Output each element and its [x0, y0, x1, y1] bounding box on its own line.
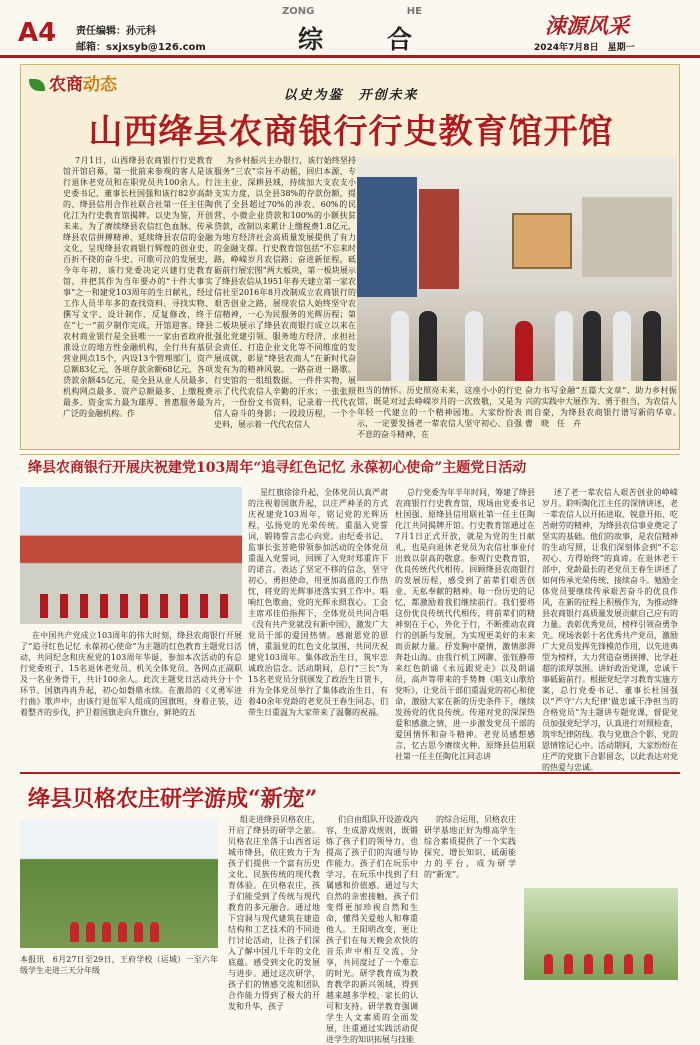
article-dateline: 本报讯 6月27日至29日，王府学校（运城）一至六年级学生走进三天分年级: [20, 955, 218, 975]
participant-figure: [100, 594, 108, 618]
participant-figure: [200, 594, 208, 618]
column-tag-b: 动态: [83, 75, 117, 95]
participant-figure: [160, 594, 168, 618]
section-pinyin-left: ZONG: [282, 6, 315, 17]
visitor-figure: [643, 311, 661, 381]
student-figure: [544, 954, 553, 974]
article-body-col-2: 星红旗徐徐升起，全体党员认真严肃的注视着国旗升起，以庄严神圣的方式庆祝建党103周年，铭记党的光辉历程，弘扬党的光荣传统。重温入党誓词，锻铸誓言忠心向党。由纪委书记、监事长张芳艳带领参加活动的全体党员重温入党誓词，回顾了入党时郑重许下的诺言，表达了坚定不移的信念，坚守初心，勇担使命，用更加高涨的工作热忱，将党的光辉事迹落实到工作中。唱响红色歌曲，党的光辉永照我心。工会主席邓佳伯指挥下，全体党员共同合唱《没有共产党就没有新中国》，激发广大党员干部的爱国热情。感谢恩党的恩情，重温党的红色文化氛围，共同庆祝建党103周年。集体政治生日，筑牢忠诚政治信念。活动期间，总行“三长”为15名老党员分别颁发了政治生日贺卡，并为全体党员举行了集体政治生日，有着40余年党龄的老党员王春生同志，们带生日重温为大家带来了温馨的祝福。: [248, 488, 388, 717]
section-pinyin: [282, 6, 422, 17]
student-figure: [102, 922, 111, 942]
participant-figure: [120, 594, 128, 618]
visitor-figure: [555, 311, 573, 381]
student-figure: [604, 954, 613, 974]
participant-figure: [80, 594, 88, 618]
exhibit-map: [512, 213, 572, 269]
editor-line: 责任编辑：孙元科: [76, 26, 156, 37]
section-title-left: 综: [298, 25, 324, 54]
participant-figure: [180, 594, 188, 618]
visitor-figure: [583, 311, 601, 381]
student-figure: [86, 922, 95, 942]
student-figure: [644, 954, 653, 974]
article-study-tour: [20, 772, 680, 1044]
section-title: [298, 20, 412, 56]
student-figure: [624, 954, 633, 974]
visitor-figure: [465, 311, 483, 381]
article-body-col-2: 为乡村振兴主办银行，该行始终坚持服务“三农”宗旨不动摇，回归本源、专注主业、深耕县域，持续加大支农支小支实力度，以全县38%的存款份额，提供了全县超过70%的涉农、60%的民营、小微企业贷款和100%的小额扶贫贷款，改制以来累计上缴税费1.8亿元，为地方经济社会高质量发展提供了有力的金融支撑。行史教育馆包括“不忘来时路，峥嵘岁月农信路；奋进新征程，砥砺前行展宏图”两大板块，第一板块展示了绛县农信从1951年春天建立第一家农信社至2016年8月改制成立农商银行的艰苦创业之路，展现农信人始终坚守农信精神，一心为民服务的光辉历程；第二板块展示了绛县农商银行成立以来在强化党建引领、服务地方经济、求担社会责任、打造企业文化等不同维度的发展成就，彰显“绛县农商人”在新时代奋发有为的精神风貌。一路奋进一路歌。行史馆的一组组数据、一件件实物，展示了代代农信人辛勤的汗水；一张张照片，一份份文书资料，记录着一代代农信人奋斗的身影；一段段历程，一个个史料，展示着一代代农信人: [214, 156, 356, 429]
section-title-right: 合: [386, 25, 412, 54]
article-body-col-3: 担当的情怀。历史照亮未来，这座小小的行史馆，既是对过去峥嵘岁月的一次致敬，又是为年轻一代建立的一个精神园地。大家纷纷表示，一定要发扬老一辈农信人坚守初心、自强不息的奋斗精神，在: [357, 386, 522, 439]
section-pinyin-right: HE: [406, 6, 422, 17]
student-figure: [70, 922, 79, 942]
students-outdoor-photo: [524, 888, 678, 980]
exhibit-panel: [582, 197, 672, 277]
article-party-day: [20, 454, 680, 772]
participant-figure: [220, 594, 228, 618]
article-headline: 山西绛县农商银行行史教育馆开馆: [88, 112, 614, 152]
email-line: 邮箱：sxjxsyb@126.com: [76, 42, 206, 53]
article-history-museum: [20, 64, 685, 450]
article-body-col-3: 总行党委为年半年时间，筹建了绛县农商银行行史教育馆，现场由党委书记杜国强、原绛县信用联社第一任主任陶化江共同揭牌开馆。行史教育馆通过在7月1日正式开放，就是为党的生日献礼，也是向退休老党员为农信社事业付出致以崇高的敬意。参观行史教育馆，优良传统代代相传。回顾绛县农商银行的发展历程，感受到了前辈们艰苦创业、无私奉献的精神。每一份历史的记忆，都激励着我们继续前行。我们要将这份优良传统代代相传，将前辈们的精神刻在于心，外化于行，不断推动农商行的创新与发展，为实现更美好的未来而贡献力量。抒发胸中豪情，激情澎湃奔赴山海。由我行机工网聊、张钰静带来红色朗诵《永远跟党走》以及朗诵员，高声等带来的手势舞《唱支山歌给党听》，让党员干部们重温党的初心和使命，激励大家在新的历史条件下，继续发扬党的优良传统。传递对党的深深热爱和感激之情，进一步激发党员干部的爱国情怀和奋斗精神。老党员感想感言，忆古思今赓续火种。原绛县信用联社第一任主任陶化江同志讲: [395, 488, 535, 761]
study-tour-photo: [20, 820, 218, 948]
issue-date: 2024年7月8日 星期一: [534, 43, 635, 53]
article-body-col-1: 7月1日，山西绛县农商银行行史教育馆开馆启幕，第一批前来参观的客人是该行退休老党员和在职党员共100余人。行史委书记、董事长杜国强和该行82岁高龄的、绛县信用合作社联合社第一任主任陶化江为行史教育馆揭牌。以史为鉴，开创未来。为了赓续绛县农信红色血脉、传承绛县农信拼搏精神、延续绛县农信的金融文化，呈现绛县农商银行辉煌的创业史、百折不挠的奋斗史、可歌可泣的发展史，今年年初，该行党委决定兴建行史教育馆，并把其作为当年要办的“十件大事实事”之一和建党103周年的生日献礼，经过工作人员半年多的查找资料、寻找实物、撰写文字、设计制作、反复修改，终于在“七一”前夕制作完成，开馆迎客。绛县农村商业银行是全县唯一一家由省政府批准设立的地方性金融机构，全行共有基层营业网点15个，内设13个管理部门，资产总额83亿元，各项存款余额68亿元，各项贷款余额45亿元，是全县从业人员最多、机构网点最多、资产总额最多、上缴税费最多、资金实力最为雄厚、普惠服务最为广泛的金融机构。作: [63, 156, 213, 418]
museum-photo: [357, 157, 677, 381]
article-body-col-4: 奋力书写金融“五篇大文章”、助力乡村振兴的实践中大展作为、勇于担当，为农信人而自豪，为绛县农商银行谱写新的华章。 曹 晓 任 卉: [525, 386, 685, 428]
student-figure: [118, 922, 127, 942]
visitor-figure: [391, 311, 409, 381]
visitor-figure: [613, 311, 631, 381]
article-body-col-4: 的综合运用，贝格农庄研学基地正好为维高学生综合素质提供了一个实践探究、增长知识、砥砺能力的平台，成为研学的“新宠”。: [424, 815, 516, 879]
student-figure: [134, 922, 143, 942]
visitor-figure: [419, 311, 437, 381]
student-figure: [150, 922, 159, 942]
column-tag-a: 农商: [49, 75, 83, 95]
article-body-col-1: 在中国共产党成立103周年的伟大时刻，绛县农商银行开展了“追寻红色记忆 永葆初心使命”为主题的红色教育主题党日活动，共同纪念和庆祝党的103周年华诞，参加本次活动的有总行党委班子、15名退休老党员、机关全体党员、各网点正副职及一名业务骨干，共计100余人。此次主题党日活动共分十个环节。国旗冉冉升起，初心如磐鼎永续。在激昂的《义勇军进行曲》歌声中，由该行退伍军人组成的国旗班，身着正装，迈着整齐的步伐，护卫着国旗走向升旗台，鲜艳的五: [20, 631, 242, 717]
participant-figure: [140, 594, 148, 618]
article-kicker: 以史为鉴 开创未来: [283, 88, 419, 103]
article-body-col-2: 组走进绛县贝格农庄，开启了绛县的研学之旅。贝格农庄坐落于山西省运城市绛县，依庄致力于为孩子们提供一个富有历史文化、民族传统的现代教育体验。在贝格农庄，孩子们能受到了传统与现代教育的多元融合。通过地下宫洞与现代建筑在建造结构和工艺技术的不同进行讨论活动，让孩子们深入了解中国几千年的文化底蕴。感受到文化的发展与进步。通过这次研学，孩子们的情感交流和团队合作能力得到了极大的开发和升华，孩子: [228, 815, 320, 1011]
participant-figure: [60, 594, 68, 618]
guide-figure: [515, 321, 533, 381]
masthead: [0, 0, 700, 58]
participant-figure: [40, 594, 48, 618]
article-body-col-3: 们自由组队开设游戏内容，生成游戏规则，既锻炼了孩子们的领导力，也提高了孩子们的沟通与协作能力。孩子们在玩乐中学习，在玩乐中找到了归属感和价值感。通过与大自然的亲密接触，孩子们变得更加珍视自然和生命，懂得关爱他人和尊重他人。王阳明改变，更让孩子们在每天晚会欢快的音乐声中相互交流，分享，共同度过了一个难忘的时光。研学教育成为教育教学的新兴领域，得到越来越多学校、家长的认可和支持。研学教育强调学生人文素质的全面发展，注重通过实践活动促进学生的知识拓展与技能: [326, 815, 418, 1044]
student-figure: [564, 954, 573, 974]
article-headline: 绛县贝格农庄研学游成“新宠”: [28, 786, 318, 812]
article-body-col-4: 述了老一辈农信人艰苦创业的峥嵘岁月。聆听陶化江主任的深情讲述，老一辈农信人以开拓进取、锐意开拓、吃苦耐劳的精神，为绛县农信事业奠定了坚实的基础。他们的故事，是农信精神的生动写照，让我们深刻体会到“不忘初心、方得始终”的真谛。在退休老干部中，党龄最长的老党员王春生讲述了如何传承光荣传统、接续奋斗。勉励全体党员要继续传承艰苦奋斗的优良作风，在新的征程上积极作为，为推动绛县农商银行高质量发展贡献自己应有的力量。表彰优秀党员，榜样引领奋勇争先。现场表彰十名优秀共产党员，激励广大党员发挥先锋模范作用，以先进典型为榜样，大力营造奋勇拼搏、比学赶超的浓厚氛围。讲好政治党课，忠诚干事砥砺前行。根据党纪学习教育实施方案，总行党委书记、董事长杜国强以“严守‘六大纪律’做忠诚干净担当的合格党员”为主题讲专题党课，督促党员加强党纪学习，认真进行对照检查，筑牢纪律防线。我与党旗合个影，党的恩情铭记心中。活动期间，大家纷纷在庄严的党旗下合影留念，以此表达对党的热爱与忠诚。: [542, 488, 678, 772]
exhibit-panel: [419, 189, 459, 289]
page-number: A4: [18, 18, 57, 48]
exhibit-panel: [357, 177, 417, 297]
paper-name: 涑源风采: [545, 13, 629, 38]
article-headline: 绛县农商银行开展庆祝建党103周年“追寻红色记忆 永葆初心使命”主题党日活动: [28, 460, 527, 476]
party-day-photo: [20, 487, 242, 624]
student-figure: [584, 954, 593, 974]
